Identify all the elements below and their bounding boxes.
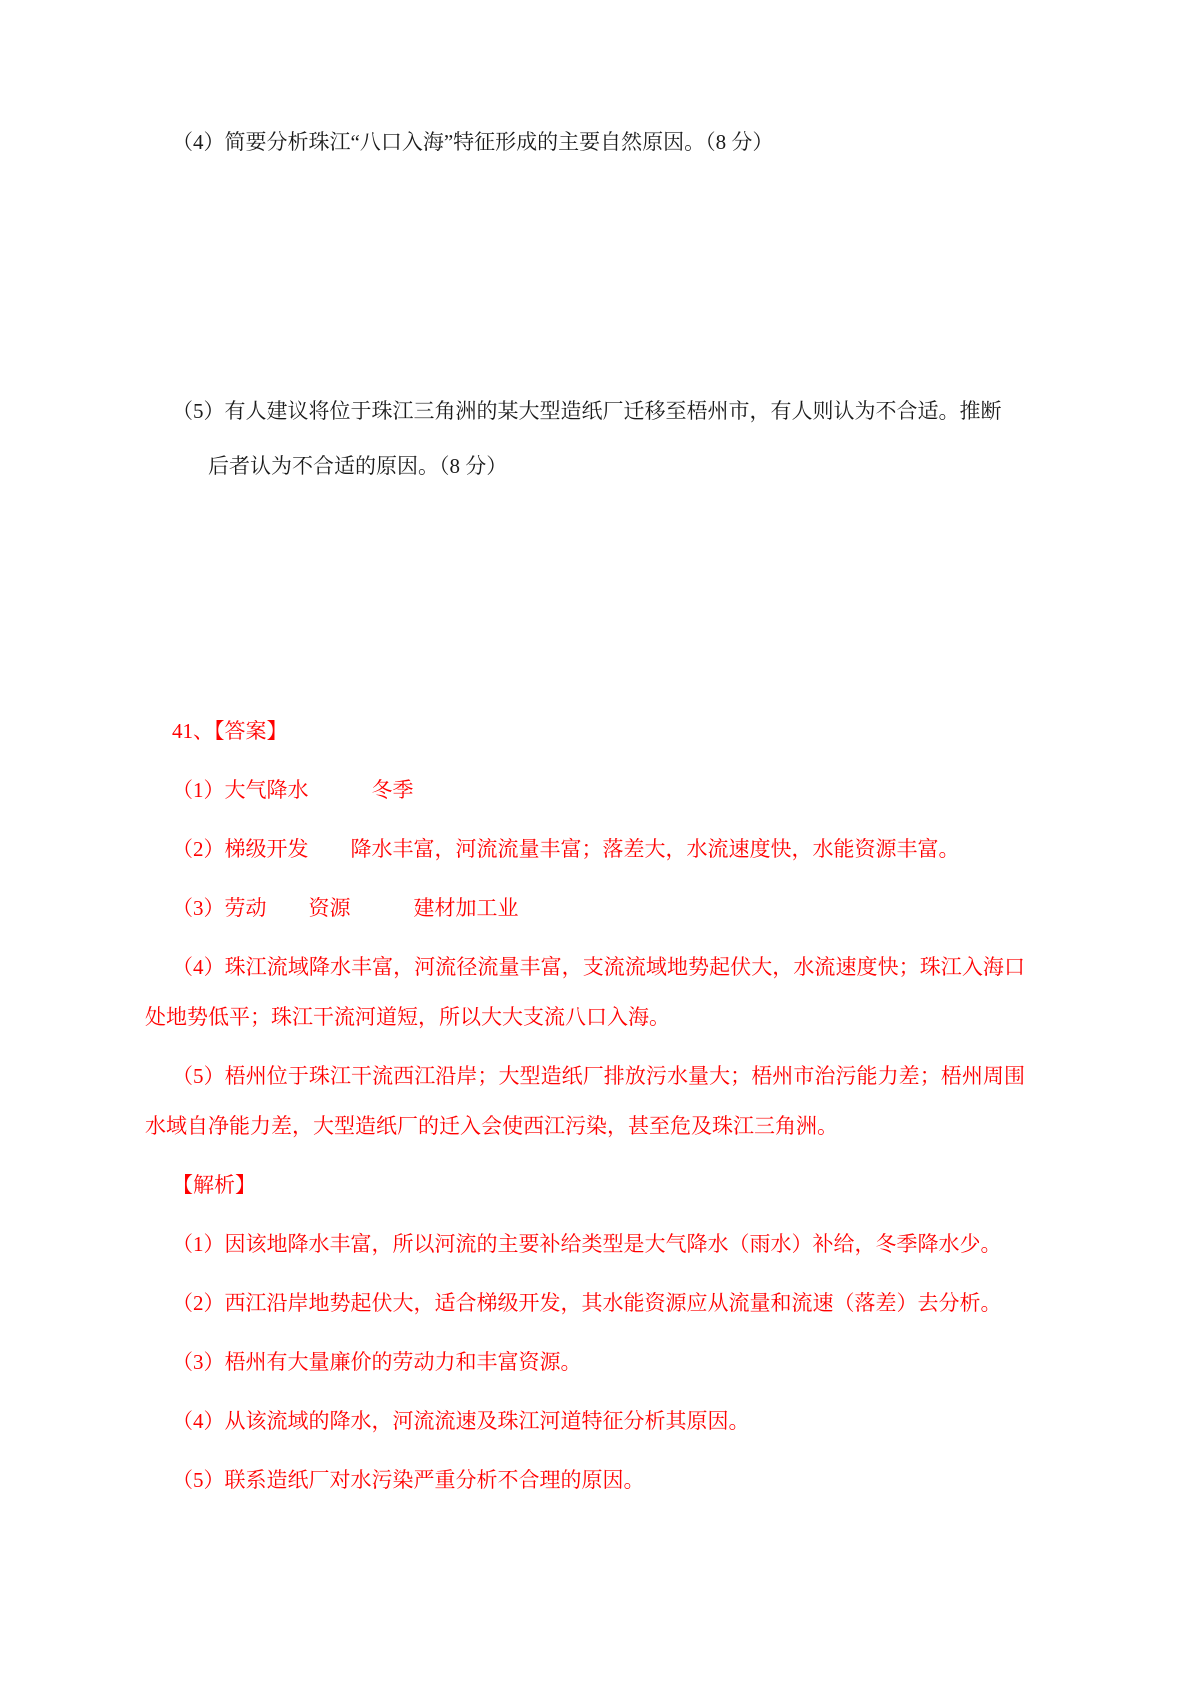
answer-item-4: （4）珠江流域降水丰富，河流径流量丰富，支流流域地势起伏大，水流速度快；珠江入海口处地势低平；珠江干流河道短，所以大大支流八口入海。 <box>145 955 1025 1029</box>
answer-item-2: （2）梯级开发 降水丰富，河流流量丰富；落差大，水流速度快，水能资源丰富。 <box>172 837 960 861</box>
answer-section-heading: 41、【答案】 <box>172 719 288 743</box>
answer-item-3: （3）劳动 资源 建材加工业 <box>172 896 519 920</box>
question-4-text: （4）简要分析珠江“八口入海”特征形成的主要自然原因。（8 分） <box>172 130 774 154</box>
analysis-item-5: （5）联系造纸厂对水污染严重分析不合理的原因。 <box>172 1468 645 1492</box>
answer-item-1: （1）大气降水 冬季 <box>172 778 414 802</box>
analysis-item-3: （3）梧州有大量廉价的劳动力和丰富资源。 <box>172 1350 582 1374</box>
answer-item-5: （5）梧州位于珠江干流西江沿岸；大型造纸厂排放污水量大；梧州市治污能力差；梧州周围水域自净能力差，大型造纸厂的迁入会使西江污染，甚至危及珠江三角洲。 <box>145 1064 1025 1138</box>
analysis-section-heading: 【解析】 <box>172 1173 256 1197</box>
analysis-item-4: （4）从该流域的降水，河流流速及珠江河道特征分析其原因。 <box>172 1409 750 1433</box>
analysis-item-1: （1）因该地降水丰富，所以河流的主要补给类型是大气降水（雨水）补给，冬季降水少。 <box>172 1232 1002 1256</box>
answer-and-analysis-section <box>145 706 1025 1514</box>
question-5-line1: （5）有人建议将位于珠江三角洲的某大型造纸厂迁移至梧州市，有人则认为不合适。推断 <box>172 399 1002 423</box>
question-5-line2: 后者认为不合适的原因。（8 分） <box>208 454 508 478</box>
analysis-item-2: （2）西江沿岸地势起伏大，适合梯级开发，其水能资源应从流量和流速（落差）去分析。 <box>172 1291 1002 1315</box>
